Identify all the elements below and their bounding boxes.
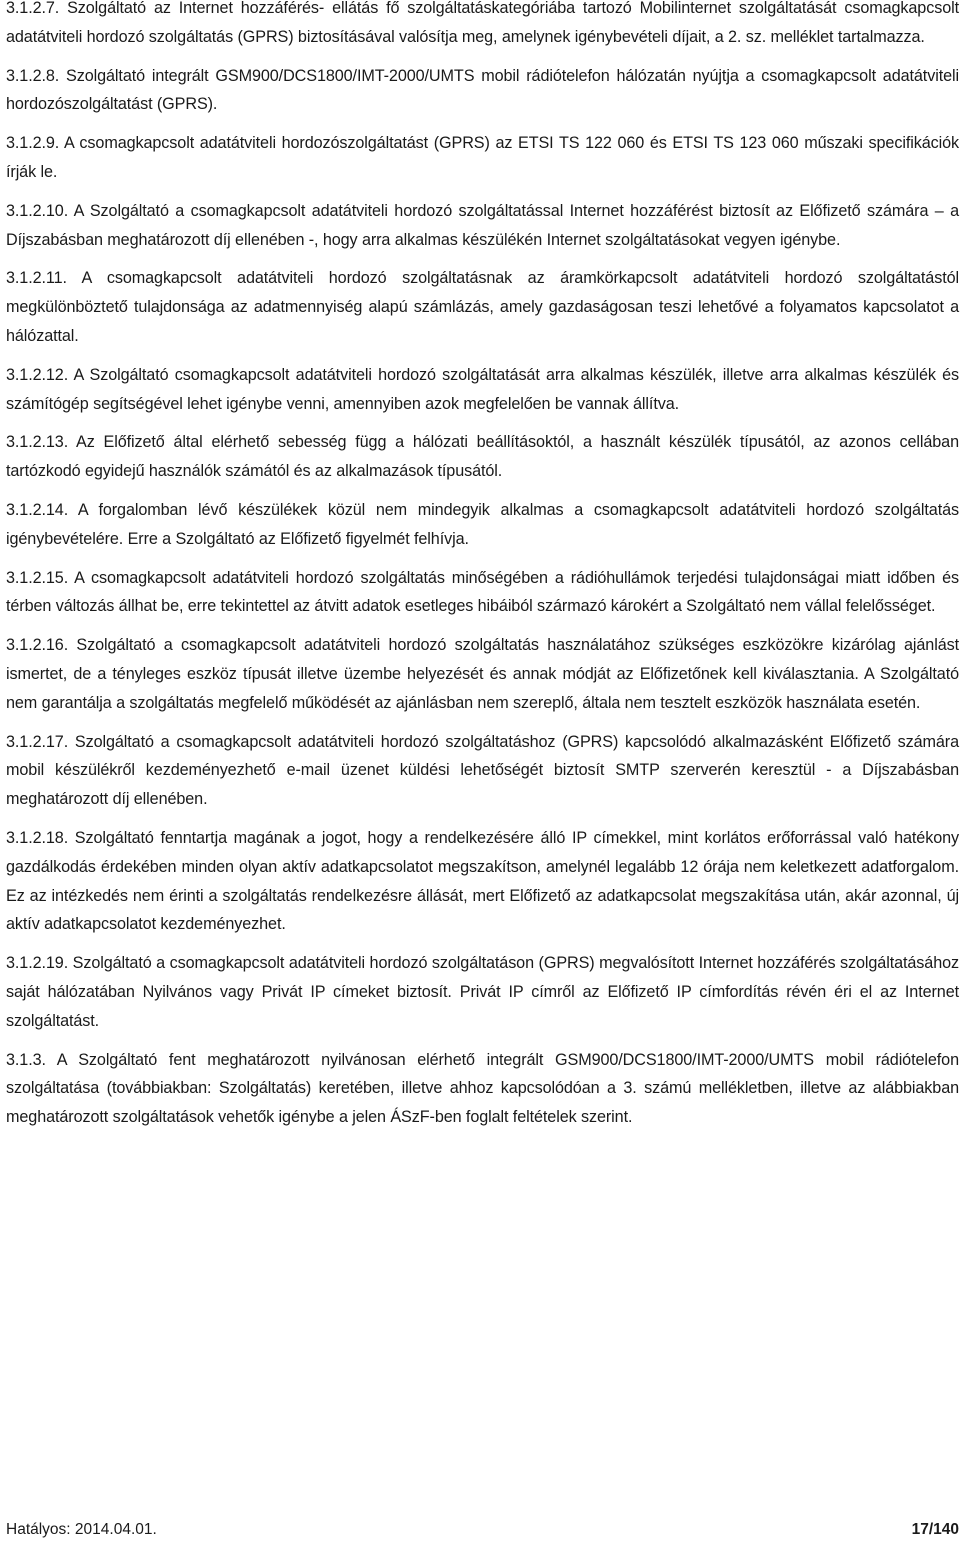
paragraph-3-1-2-12: 3.1.2.12. A Szolgáltató csomagkapcsolt adatátviteli hordozó szolgáltatását arra alkalmas készülék, illetve arra alkalmas készülék és számítógép segítségével lehet igénybe venni, amennyiben azok megfelelően be vannak állítva.: [6, 365, 959, 413]
paragraph-3-1-2-17: 3.1.2.17. Szolgáltató a csomagkapcsolt adatátviteli hordozó szolgáltatáshoz (GPRS) kapcsolódó alkalmazásként Előfizető számára mobil készülékről kezdeményezhető e-mail üzenet küldési lehetőségét biztosít SMTP szerverén keresztül - a Díjszabásban meghatározott díj ellenében.: [6, 732, 959, 809]
paragraph-3-1-2-11: 3.1.2.11. A csomagkapcsolt adatátviteli hordozó szolgáltatásnak az áramkörkapcsolt adatátviteli hordozó szolgáltatástól megkülönböztető tulajdonsága az adatmennyiség alapú számlázás, amely gazdaságosan teszi lehetővé a folyamatos kapcsolatot a hálózattal.: [6, 269, 959, 345]
page-number: 17/140: [911, 1521, 959, 1538]
paragraph-3-1-2-7: 3.1.2.7. Szolgáltató az Internet hozzáférés- ellátás fő szolgáltatáskategóriába tartozó Mobilinternet szolgáltatását csomagkapcsolt adatátviteli hordozó szolgáltatás (GPRS) biztosításával valósítja meg, amelynek igénybevételi díjait, a 2. sz. melléklet tartalmazza.: [6, 0, 959, 46]
effective-date: Hatályos: 2014.04.01.: [6, 1521, 157, 1538]
paragraph-3-1-2-8: 3.1.2.8. Szolgáltató integrált GSM900/DCS1800/IMT-2000/UMTS mobil rádiótelefon hálózatán nyújtja a csomagkapcsolt adatátviteli hordozószolgáltatást (GPRS).: [6, 66, 959, 114]
paragraph-3-1-2-9: 3.1.2.9. A csomagkapcsolt adatátviteli hordozószolgáltatást (GPRS) az ETSI TS 122 060 és ETSI TS 123 060 műszaki specifikációk írják le.: [6, 134, 959, 181]
page-footer: [6, 1518, 959, 1542]
paragraph-3-1-2-15: 3.1.2.15. A csomagkapcsolt adatátviteli hordozó szolgáltatás minőségében a rádióhullámok terjedési tulajdonságai miatt időben és térben változás állhat be, erre tekintettel az átvitt adatok esetleges hibáiból származó károkért a Szolgáltató nem vállal felelősséget.: [6, 568, 959, 616]
paragraph-3-1-2-18: 3.1.2.18. Szolgáltató fenntartja magának a jogot, hogy a rendelkezésére álló IP címekkel, mint korlátos erőforrással való hatékony gazdálkodás érdekében minden olyan aktív adatkapcsolatot megszakítson, amelynél legalább 12 órája nem keletkezett adatforgalom. Ez az intézkedés nem érinti a szolgáltatás rendelkezésre állását, mert Előfizető az adatkapcsolat megszakítása után, akár azonnal, új aktív adatkapcsolatot kezdeményezhet.: [6, 828, 959, 934]
paragraph-3-1-2-16: 3.1.2.16. Szolgáltató a csomagkapcsolt adatátviteli hordozó szolgáltatás használatához szükséges eszközökre kizárólag ajánlást ismertet, de a tényleges eszköz típusát illetve üzembe helyezését és annak módját az Előfizetőnek kell kiválasztania. A Szolgáltató nem garantálja a szolgáltatás megfelelő működését az ajánlásban nem szereplő, általa nem tesztelt eszközök használata esetén.: [6, 636, 959, 712]
paragraph-3-1-2-14: 3.1.2.14. A forgalomban lévő készülékek közül nem mindegyik alkalmas a csomagkapcsolt adatátviteli hordozó szolgáltatás igénybevételére. Erre a Szolgáltató az Előfizető figyelmét felhívja.: [6, 500, 959, 548]
document-body: [6, 0, 959, 1142]
paragraph-3-1-2-19: 3.1.2.19. Szolgáltató a csomagkapcsolt adatátviteli hordozó szolgáltatáson (GPRS) megvalósított Internet hozzáférés szolgáltatásához saját hálózatában Nyilvános vagy Privát IP címeket biztosít. Privát IP címről az Előfizető IP címfordítás révén éri el az Internet szolgáltatást.: [6, 954, 959, 1030]
paragraph-3-1-3: 3.1.3. A Szolgáltató fent meghatározott nyilvánosan elérhető integrált GSM900/DCS1800/IMT-2000/UMTS mobil rádiótelefon szolgáltatása (továbbiakban: Szolgáltatás) keretében, illetve ahhoz kapcsolódóan a 3. számú mellékletben, illetve az alábbiakban meghatározott szolgáltatások vehetők igénybe a jelen ÁSzF-ben foglalt feltételek szerint.: [6, 1050, 959, 1127]
paragraph-3-1-2-10: 3.1.2.10. A Szolgáltató a csomagkapcsolt adatátviteli hordozó szolgáltatással Internet hozzáférést biztosít az Előfizető számára – a Díjszabásban meghatározott díj ellenében -, hogy arra alkalmas készülékén Internet szolgáltatásokat vegyen igénybe.: [6, 201, 959, 249]
paragraph-3-1-2-13: 3.1.2.13. Az Előfizető által elérhető sebesség függ a hálózati beállításoktól, a használt készülék típusától, az azonos cellában tartózkodó egyidejű használók számától és az alkalmazások típusától.: [6, 433, 959, 481]
